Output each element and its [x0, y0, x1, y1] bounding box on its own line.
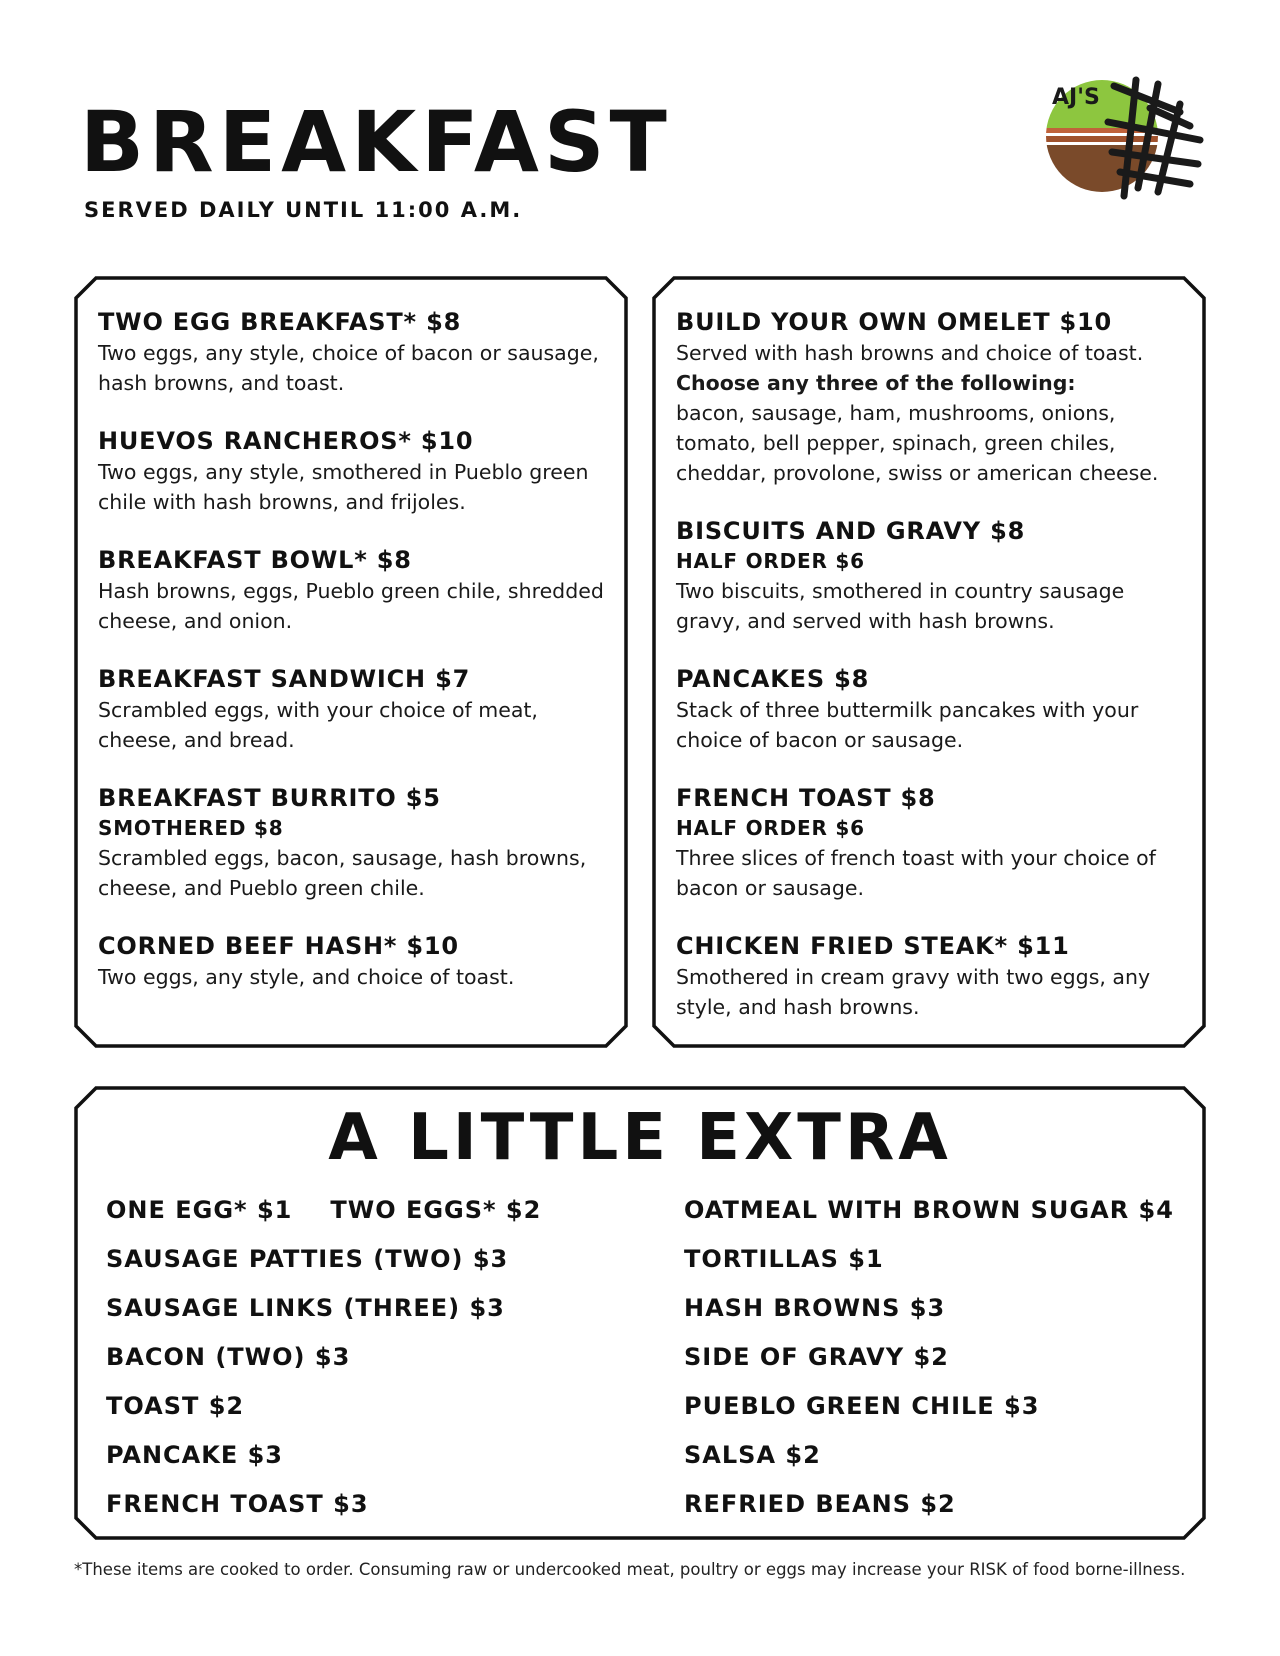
menu-item-title: BREAKFAST BURRITO $5: [98, 784, 441, 812]
list-item: [106, 1186, 541, 1235]
extra-item: TORTILLAS $1: [684, 1245, 884, 1273]
menu-item-description: choice of bacon or sausage.: [676, 728, 964, 752]
extra-item: FRENCH TOAST $3: [106, 1490, 369, 1518]
restaurant-logo: [1040, 68, 1220, 208]
list-item: [684, 1480, 1174, 1529]
extras-left-column: [106, 1186, 541, 1529]
menu-item: [98, 425, 628, 517]
extra-item: TOAST $2: [106, 1392, 245, 1420]
menu-item-description: cheese, and onion.: [98, 609, 293, 633]
menu-item: [676, 663, 1206, 755]
menu-item-title: FRENCH TOAST $8: [676, 784, 936, 812]
menu-item-subprice: SMOTHERED $8: [98, 816, 284, 840]
menu-item-description: Two eggs, any style, smothered in Pueblo green: [98, 460, 589, 484]
list-item: [684, 1284, 1174, 1333]
breakfast-menu-right-panel: [652, 276, 1206, 1048]
menu-item: [98, 782, 628, 903]
menu-item-title: BISCUITS AND GRAVY $8: [676, 517, 1026, 545]
menu-item-description: Served with hash browns and choice of toast.: [676, 341, 1144, 365]
menu-item: [676, 930, 1206, 1022]
menu-item-title: BREAKFAST BOWL* $8: [98, 546, 412, 574]
list-item: [106, 1235, 541, 1284]
list-item: [106, 1431, 541, 1480]
list-item: [684, 1186, 1174, 1235]
breakfast-menu-left-panel: [74, 276, 628, 1048]
logo-graphic: [1040, 68, 1220, 208]
menu-item-description: Smothered in cream gravy with two eggs, any: [676, 965, 1151, 989]
logo-text: AJ'S: [1052, 85, 1100, 110]
menu-item-title: HUEVOS RANCHEROS* $10: [98, 427, 474, 455]
page-subtitle: SERVED DAILY UNTIL 11:00 A.M.: [84, 198, 523, 222]
menu-item-subprice: HALF ORDER $6: [676, 816, 865, 840]
menu-item-title: PANCAKES $8: [676, 665, 870, 693]
list-item: [106, 1480, 541, 1529]
menu-item-description: tomato, bell pepper, spinach, green chiles,: [676, 431, 1116, 455]
extra-item: PUEBLO GREEN CHILE $3: [684, 1392, 1040, 1420]
menu-item: [676, 515, 1206, 636]
extra-item: TWO EGGS* $2: [330, 1196, 542, 1224]
extra-item: SAUSAGE LINKS (THREE) $3: [106, 1294, 505, 1322]
extras-panel: [74, 1086, 1206, 1540]
menu-item: [676, 782, 1206, 903]
food-safety-footnote: *These items are cooked to order. Consuming raw or undercooked meat, poultry or eggs may increase your RISK of food borne-illness.: [74, 1560, 1186, 1579]
menu-item-description: bacon, sausage, ham, mushrooms, onions,: [676, 401, 1116, 425]
menu-item-title: BREAKFAST SANDWICH $7: [98, 665, 471, 693]
menu-item-description: style, and hash browns.: [676, 995, 920, 1019]
extra-item: REFRIED BEANS $2: [684, 1490, 956, 1518]
menu-item: [98, 663, 628, 755]
menu-item-title: CORNED BEEF HASH* $10: [98, 932, 459, 960]
extra-item: SIDE OF GRAVY $2: [684, 1343, 949, 1371]
extras-right-column: [684, 1186, 1174, 1529]
list-item: [684, 1333, 1174, 1382]
menu-item-description: gravy, and served with hash browns.: [676, 609, 1055, 633]
list-item: [684, 1235, 1174, 1284]
extra-item: HASH BROWNS $3: [684, 1294, 946, 1322]
menu-item-description: Two eggs, any style, and choice of toast.: [98, 965, 515, 989]
extra-item: OATMEAL WITH BROWN SUGAR $4: [684, 1196, 1174, 1224]
list-item: [106, 1284, 541, 1333]
menu-item-choice-heading: Choose any three of the following:: [676, 371, 1076, 395]
extra-item: ONE EGG* $1: [106, 1196, 293, 1224]
menu-item-description: chile with hash browns, and frijoles.: [98, 490, 466, 514]
extra-item: PANCAKE $3: [106, 1441, 283, 1469]
menu-item: [98, 306, 628, 398]
list-item: [106, 1382, 541, 1431]
list-item: [684, 1382, 1174, 1431]
menu-item-description: Two eggs, any style, choice of bacon or sausage,: [98, 341, 599, 365]
menu-item-description: cheese, and Pueblo green chile.: [98, 876, 425, 900]
list-item: [684, 1431, 1174, 1480]
extras-title: A LITTLE EXTRA: [328, 1101, 952, 1175]
menu-item-title: CHICKEN FRIED STEAK* $11: [676, 932, 1070, 960]
menu-item-description: bacon or sausage.: [676, 876, 865, 900]
menu-item: [98, 544, 628, 636]
menu-item-title: BUILD YOUR OWN OMELET $10: [676, 308, 1113, 336]
menu-item-description: hash browns, and toast.: [98, 371, 345, 395]
menu-item: [676, 306, 1206, 488]
menu-item-subprice: HALF ORDER $6: [676, 549, 865, 573]
extra-item: SALSA $2: [684, 1441, 821, 1469]
menu-item-description: cheese, and bread.: [98, 728, 295, 752]
menu-item-description: Two biscuits, smothered in country sausage: [676, 579, 1125, 603]
menu-item: [98, 930, 628, 992]
extra-item: SAUSAGE PATTIES (TWO) $3: [106, 1245, 509, 1273]
menu-item-description: Stack of three buttermilk pancakes with your: [676, 698, 1139, 722]
page-title: BREAKFAST: [80, 93, 672, 191]
menu-item-title: TWO EGG BREAKFAST* $8: [98, 308, 462, 336]
menu-item-description: Scrambled eggs, with your choice of meat,: [98, 698, 538, 722]
menu-item-description: cheddar, provolone, swiss or american cheese.: [676, 461, 1159, 485]
extra-item: BACON (TWO) $3: [106, 1343, 351, 1371]
menu-item-description: Three slices of french toast with your choice of: [676, 846, 1156, 870]
menu-item-description: Hash browns, eggs, Pueblo green chile, shredded: [98, 579, 604, 603]
list-item: [106, 1333, 541, 1382]
menu-item-description: Scrambled eggs, bacon, sausage, hash browns,: [98, 846, 587, 870]
